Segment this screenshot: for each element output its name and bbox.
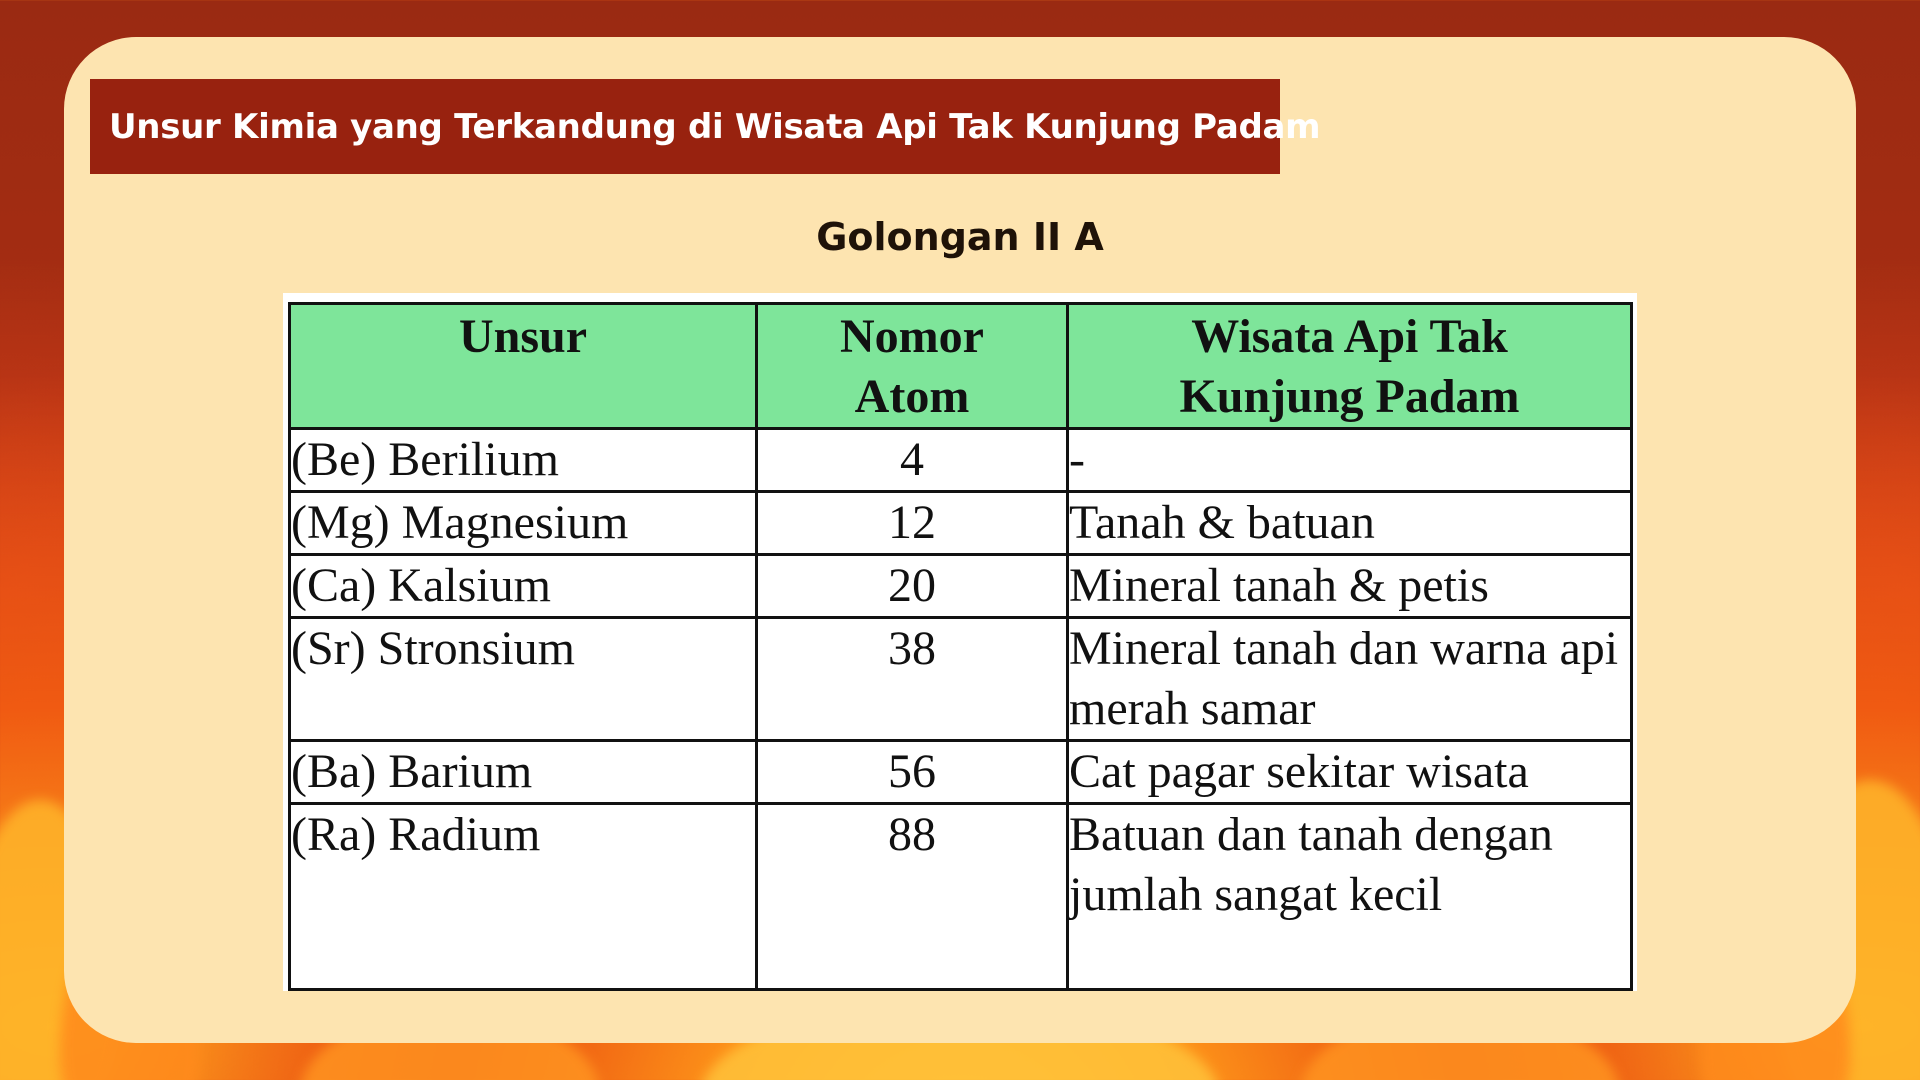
title-banner — [90, 79, 1321, 174]
cell-wisata: Tanah & batuan — [1068, 492, 1632, 555]
header-wisata-line1: Wisata Api Tak — [1191, 310, 1508, 363]
header-wisata — [1068, 304, 1632, 429]
table-row — [290, 741, 1632, 804]
cell-wisata: Batuan dan tanah dengan jumlah sangat kecil — [1068, 804, 1632, 990]
table-row — [290, 429, 1632, 492]
cell-unsur: (Ca) Kalsium — [290, 555, 757, 618]
cell-wisata: Cat pagar sekitar wisata — [1068, 741, 1632, 804]
cell-unsur: (Ra) Radium — [290, 804, 757, 990]
cell-nomor-atom: 20 — [757, 555, 1068, 618]
cell-nomor-atom: 4 — [757, 429, 1068, 492]
slide-title: Unsur Kimia yang Terkandung di Wisata Api Tak Kunjung Padam — [109, 106, 1321, 147]
table-row — [290, 618, 1632, 741]
cell-nomor-atom: 88 — [757, 804, 1068, 990]
header-nomor-line2: Atom — [854, 370, 970, 423]
elements-table — [288, 302, 1633, 991]
header-nomor-line1: Nomor — [840, 310, 984, 363]
table-row — [290, 804, 1632, 990]
cell-wisata: Mineral tanah dan warna api merah samar — [1068, 618, 1632, 741]
cell-nomor-atom: 38 — [757, 618, 1068, 741]
header-nomor-atom — [757, 304, 1068, 429]
header-wisata-line2: Kunjung Padam — [1179, 370, 1520, 423]
cell-wisata: Mineral tanah & petis — [1068, 555, 1632, 618]
header-unsur-label: Unsur — [458, 310, 588, 363]
table-row — [290, 492, 1632, 555]
cell-unsur: (Ba) Barium — [290, 741, 757, 804]
cell-unsur: (Sr) Stronsium — [290, 618, 757, 741]
cell-unsur: (Be) Berilium — [290, 429, 757, 492]
table-subtitle: Golongan II A — [816, 215, 1104, 259]
header-unsur — [290, 304, 757, 429]
table-header-row — [290, 304, 1632, 429]
cell-nomor-atom: 12 — [757, 492, 1068, 555]
cell-unsur: (Mg) Magnesium — [290, 492, 757, 555]
cell-nomor-atom: 56 — [757, 741, 1068, 804]
table-row — [290, 555, 1632, 618]
cell-wisata: - — [1068, 429, 1632, 492]
